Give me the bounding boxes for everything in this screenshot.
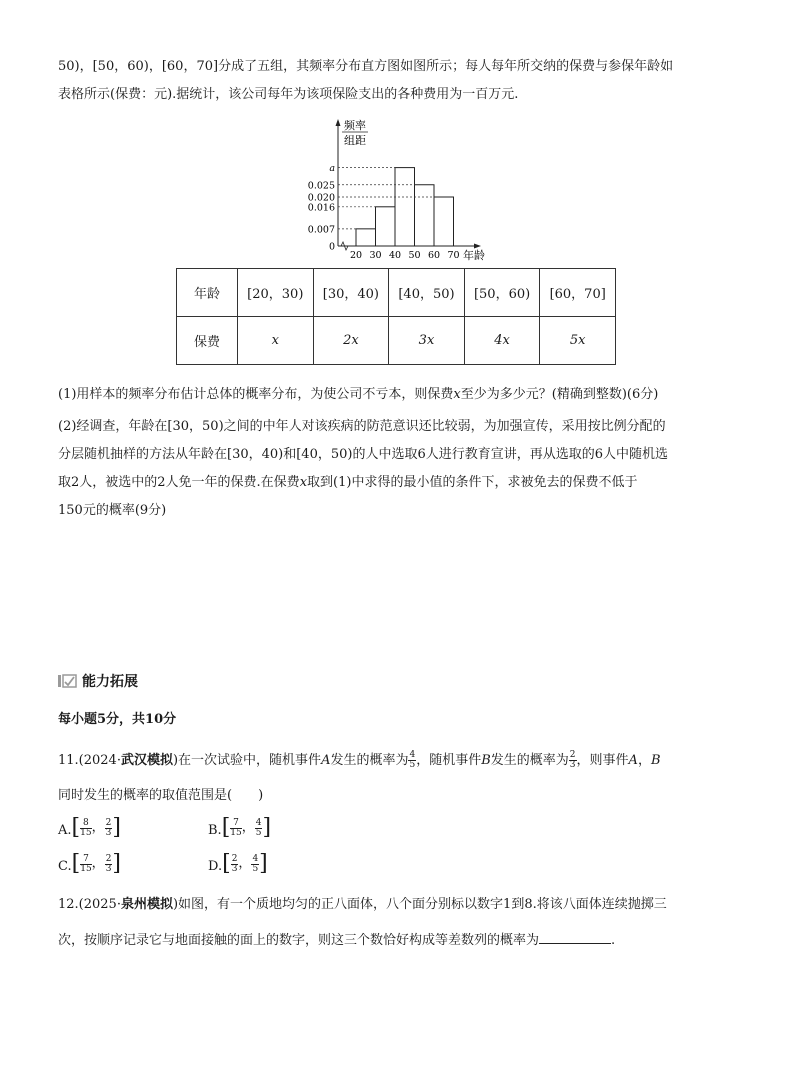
section-icon [58, 673, 78, 689]
table-cell: x [238, 317, 314, 365]
y-axis-arrow [336, 119, 341, 126]
table-row [177, 317, 616, 365]
q12-line-2: 次，按顺序记录它与地面接触的面上的数字，则这三个数恰好构成等差数列的概率为 . [58, 929, 615, 950]
table-header-fee: 保费 [177, 317, 238, 365]
q2-line-2: 分层随机抽样的方法从年龄在[30，40)和[40，50)的人中选取6人进行教育宣讲，再从选取的6人中随机选 [58, 447, 668, 462]
x-tick-label: 50 [408, 250, 421, 261]
x-tick-label: 30 [369, 250, 382, 261]
option-c: C. [ $\frac{7}{15}$ ， $\frac{2}{3}$ ] [58, 851, 122, 876]
histogram [308, 116, 488, 266]
section-header [58, 671, 138, 691]
histogram-bar [415, 185, 435, 246]
q1-text: (1)用样本的频率分布估计总体的概率分布，为使公司不亏本，则保费x至少为多少元？(精确到整数)(6分) [58, 387, 659, 402]
y-tick-label: 0.025 [308, 180, 335, 192]
y-tick-label: 0.007 [308, 224, 335, 236]
fee-table [176, 268, 616, 365]
section-title: 能力拓展 [82, 674, 138, 690]
table-header-age: 年龄 [177, 269, 238, 317]
q2-line-1: (2)经调查，年龄在[30，50)之间的中年人对该疾病的防范意识还比较弱，为加强宣传，采用按比例分配的 [58, 419, 666, 434]
table-cell: [30，40) [313, 269, 389, 317]
table-cell: 2x [313, 317, 389, 365]
table-cell: [40，50) [389, 269, 465, 317]
table-cell: 3x [389, 317, 465, 365]
y-tick-label: a [329, 163, 335, 175]
fraction: $\frac{2}{3}$ [569, 750, 576, 770]
y-label-top: 频率 [344, 119, 366, 132]
q12-line-1: 12.(2025·泉州模拟)如图，有一个质地均匀的正八面体，八个面分别标以数字1到8.将该八面体连续抛掷三 [58, 897, 667, 912]
x-tick-label: 40 [388, 250, 402, 261]
x-axis-arrow [474, 244, 481, 249]
q2-line-4: 150元的概率(9分) [58, 503, 167, 518]
option-d: D. [ $\frac{2}{3}$ ， $\frac{4}{5}$ ] [208, 851, 268, 876]
table-cell: 4x [464, 317, 540, 365]
option-a: A. [ $\frac{8}{15}$ ， $\frac{2}{3}$ ] [58, 815, 121, 840]
table-cell: [50，60) [464, 269, 540, 317]
histogram-bar [434, 197, 454, 246]
y-tick-label: 0 [328, 241, 335, 253]
answer-blank[interactable] [539, 929, 611, 944]
y-tick-label: 0.016 [308, 202, 335, 214]
fraction: $\frac{4}{5}$ [409, 750, 416, 770]
option-b: B. [ $\frac{7}{15}$ ， $\frac{4}{5}$ ] [208, 815, 272, 840]
table-cell: [20，30) [238, 269, 314, 317]
y-tick-label: 0.020 [308, 192, 335, 204]
q11-line-1: 11.(2024·武汉模拟)在一次试验中，随机事件A发生的概率为 $\frac{4}{5}$ ，随机事件B发生的概率为 $\frac{2}{3}$ ，则事件A，B [58, 750, 661, 770]
q2-line-3: 取2人，被选中的2人免一年的保费.在保费x取到(1)中求得的最小值的条件下，求被免去的保费不低于 [58, 475, 638, 490]
intro-line-2: 表格所示(保费：元).据统计，该公司每年为该项保险支出的各种费用为一百万元. [58, 87, 519, 102]
histogram-bar [376, 207, 396, 246]
intro-line-1: 50)，[50，60)，[60，70]分成了五组，其频率分布直方图如图所示；每人每年所交纳的保费与参保年龄如 [58, 59, 674, 74]
histogram-bar [356, 229, 376, 246]
histogram-bar [395, 168, 415, 246]
x-tick-label: 20 [349, 250, 363, 261]
y-label-bottom: 组距 [344, 134, 366, 147]
table-cell: [60，70] [540, 269, 616, 317]
x-tick-label: 60 [427, 250, 441, 261]
q11-line-2: 同时发生的概率的取值范围是( ) [58, 788, 264, 803]
table-row [177, 269, 616, 317]
x-tick-label: 70 [447, 250, 460, 261]
x-label: 年龄 [463, 249, 485, 262]
table-cell: 5x [540, 317, 616, 365]
section-subtitle: 每小题5分，共10分 [58, 712, 177, 727]
